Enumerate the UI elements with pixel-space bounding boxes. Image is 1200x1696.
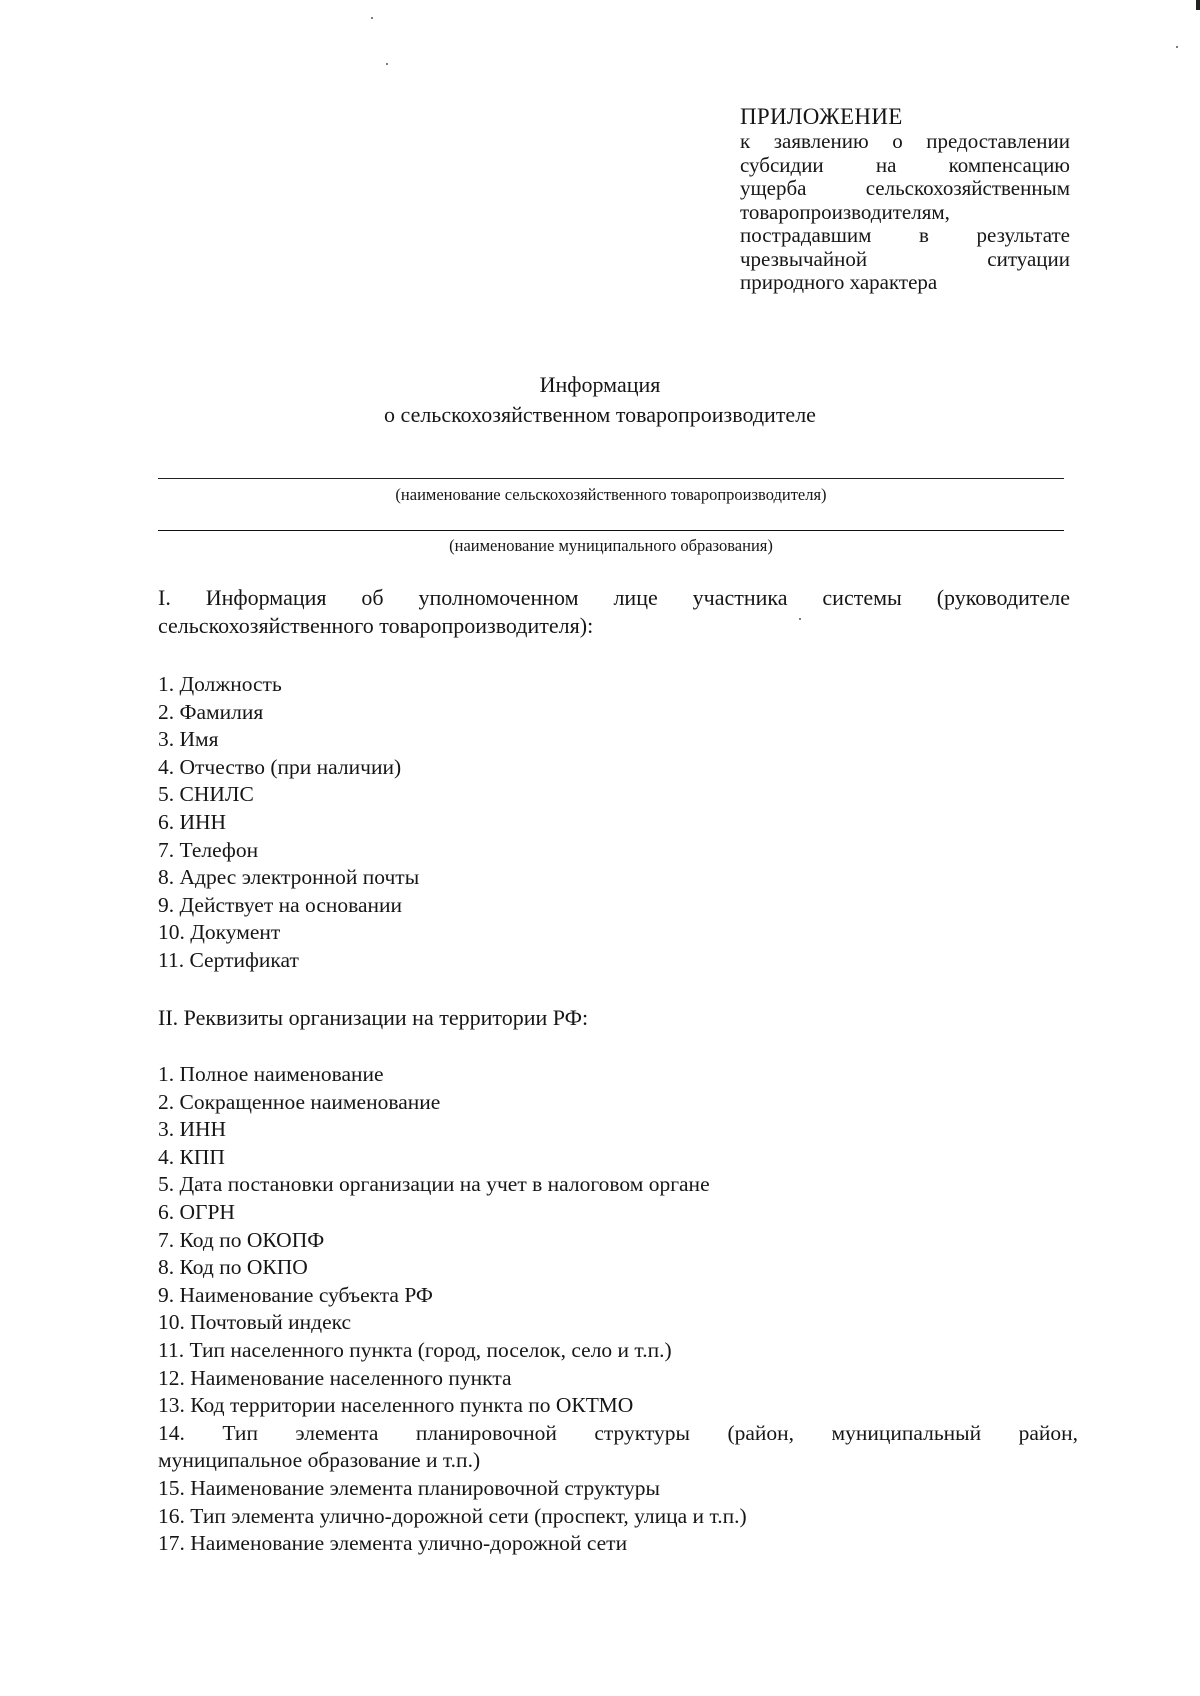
- list-item: 2. Сокращенное наименование: [158, 1089, 441, 1114]
- scan-speck: [1176, 46, 1178, 48]
- scan-edge-mark: [1196, 0, 1200, 10]
- document-title: [0, 370, 1200, 430]
- list-item: 5. СНИЛС: [158, 782, 254, 807]
- list-item: 5. Дата постановки организации на учет в налоговом органе: [158, 1172, 710, 1197]
- section-1-heading-line-1: I. Информация об уполномоченном лице участника системы (руководителе: [158, 585, 1070, 610]
- annex-line: чрезвычайной ситуации: [740, 246, 1070, 271]
- list-item: 4. КПП: [158, 1144, 225, 1169]
- annex-line: к заявлению о предоставлении: [740, 129, 1070, 153]
- annex-line: товаропроизводителям,: [740, 199, 950, 224]
- list-item: 10. Почтовый индекс: [158, 1310, 352, 1335]
- list-item: 8. Адрес электронной почты: [158, 865, 420, 890]
- annex-line: природного характера: [740, 270, 938, 294]
- list-item: 15. Наименование элемента планировочной структуры: [158, 1475, 660, 1500]
- list-item: 1. Должность: [158, 672, 282, 696]
- list-item: 7. Телефон: [158, 837, 259, 862]
- annex-line: ущерба сельскохозяйственным: [740, 176, 1070, 200]
- list-item: 4. Отчество (при наличии): [158, 754, 402, 779]
- section-1-heading-line-2: сельскохозяйственного товаропроизводителя):: [158, 613, 594, 638]
- list-item: 9. Наименование субъекта РФ: [158, 1282, 433, 1307]
- list-item: 3. Имя: [158, 727, 219, 752]
- list-item: [158, 1420, 1078, 1475]
- list-item: 13. Код территории населенного пункта по ОКТМО: [158, 1393, 634, 1418]
- annex-body: [740, 130, 1070, 295]
- annex-line: пострадавшим в результате: [740, 223, 1070, 247]
- list-item: 6. ОГРН: [158, 1199, 235, 1224]
- municipality-name-line[interactable]: [158, 530, 1064, 531]
- list-item: 1. Полное наименование: [158, 1062, 384, 1086]
- producer-name-caption: (наименование сельскохозяйственного товаропроизводителя): [395, 485, 827, 504]
- annex-block: [740, 104, 1070, 295]
- list-item: 2. Фамилия: [158, 699, 264, 724]
- list-item: 11. Сертификат: [158, 947, 299, 972]
- list-item: 10. Документ: [158, 920, 281, 945]
- section-1-list: [158, 671, 1078, 975]
- section-2-heading: II. Реквизиты организации на территории РФ:: [158, 1005, 589, 1030]
- list-item: 7. Код по ОКОПФ: [158, 1227, 325, 1252]
- list-item: 16. Тип элемента улично-дорожной сети (проспект, улица и т.п.): [158, 1503, 747, 1528]
- scan-speck: [386, 63, 388, 65]
- annex-title: ПРИЛОЖЕНИЕ: [740, 104, 903, 129]
- producer-name-line[interactable]: [158, 478, 1064, 479]
- list-item: 9. Действует на основании: [158, 892, 403, 917]
- list-item: 8. Код по ОКПО: [158, 1255, 308, 1280]
- list-item: 11. Тип населенного пункта (город, поселок, село и т.п.): [158, 1337, 672, 1362]
- annex-line: субсидии на компенсацию: [740, 152, 1070, 177]
- title-line-2: о сельскохозяйственном товаропроизводителе: [384, 402, 816, 427]
- section-1-heading: [158, 584, 1070, 640]
- municipality-name-caption: (наименование муниципального образования): [449, 536, 773, 555]
- scan-speck: [371, 17, 373, 19]
- list-item: 12. Наименование населенного пункта: [158, 1365, 512, 1390]
- title-line-1: Информация: [539, 372, 661, 397]
- list-item: 3. ИНН: [158, 1117, 227, 1142]
- list-item: 6. ИНН: [158, 809, 227, 834]
- list-item: 17. Наименование элемента улично-дорожной сети: [158, 1531, 628, 1556]
- list-item-line-1: 14. Тип элемента планировочной структуры (район, муниципальный район,: [158, 1420, 1078, 1445]
- section-2-list: [158, 1061, 1078, 1558]
- list-item-line-2: муниципальное образование и т.п.): [158, 1448, 481, 1473]
